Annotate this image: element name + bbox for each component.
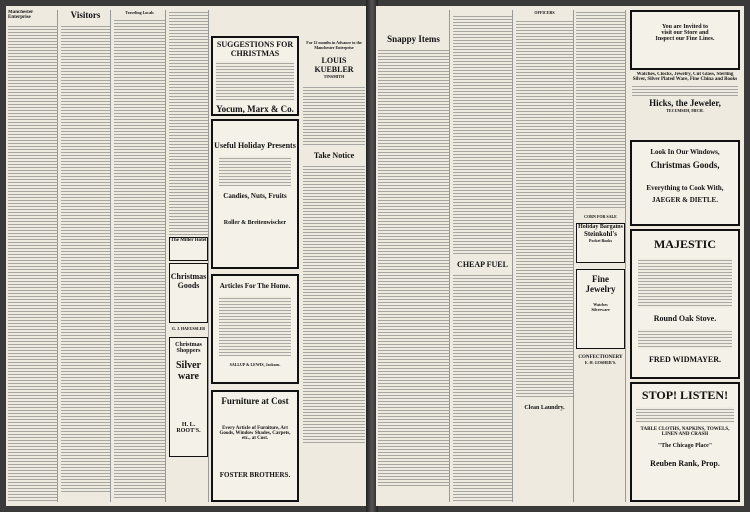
look-in-windows-ad: Look In Our Windows, Christmas Goods, Everything to Cook With, JAEGER & DIETLE.: [630, 140, 740, 226]
miller-hotel-ad: The Miller Hotel: [169, 237, 208, 261]
column-8: [453, 10, 513, 502]
column-9: [516, 10, 574, 502]
holiday-bargains-ad: Holiday Bargains Steinkohl's Pocket Books: [576, 223, 625, 263]
stop-listen-ad: STOP! LISTEN! TABLE CLOTHS, NAPKINS, TOWELS, LINEN AND CRASH "The Chicago Place" Reuben Rank, Prop.: [630, 382, 740, 502]
cheap-fuel-heading: CHEAP FUEL: [457, 260, 508, 269]
left-newspaper-page: [6, 6, 368, 506]
visit-store-ad: You are Invited to visit our Store and Inspect our Fine Lines.: [630, 10, 740, 70]
officers-heading: OFFICERS: [534, 10, 555, 15]
kuebler-top: For 12 months in Advance to the Manchester Enterprise: [306, 40, 362, 50]
take-notice-heading: Take Notice: [313, 151, 355, 160]
fine-jewelry-ad: Fine Jewelry Watches Silverware: [576, 269, 625, 349]
column-1: [8, 10, 58, 502]
articles-home-ad: Articles For The Home. SALLUP & LEWIS, Jackson.: [211, 274, 299, 384]
column-3: [114, 10, 166, 502]
column-7: [378, 10, 450, 502]
visitors-heading: Visitors: [70, 10, 101, 20]
column-4: [169, 10, 209, 502]
right-newspaper-page: [376, 6, 744, 506]
column-2: [61, 10, 111, 502]
hicks-jeweler-ad: Watches, Clocks, Jewelry, Cut Glass, Sterling Silver, Silver Plated Ware, Fine China and Books Hicks, the Jeweler, TECUMSEH, MICH.: [632, 72, 738, 113]
locals-heading: Traveling Locals: [125, 10, 154, 15]
column-6: For 12 months in Advance to the Manchester Enterprise LOUIS KUEBLER TINSMITH Take Notice: [303, 10, 365, 502]
confectionery-heading: CONFECTIONERY: [578, 355, 623, 360]
majestic-range-ad: MAJESTIC Round Oak Stove. FRED WIDMAYER.: [630, 229, 740, 379]
column-10: CORN FOR SALE Holiday Bargains Steinkohl's Pocket Books Fine Jewelry Watches Silverware CONFECTIONERY E. H. GOSHER'S.: [576, 10, 626, 502]
furniture-at-cost-ad: Furniture at Cost Every Article of Furniture, Art Goods, Window Shades, Carpets, etc., at Cost. FOSTER BROTHERS.: [211, 390, 299, 502]
christmas-shoppers-ad: Christmas Shoppers Silver ware H. L. ROOT'S.: [169, 337, 208, 457]
masthead: Manchester Enterprise: [8, 10, 34, 20]
corn-heading: CORN FOR SALE: [584, 214, 617, 219]
christmas-goods-ad: Christmas Goods: [169, 263, 208, 323]
haeussler-name: G. J. HAEUSSLER: [171, 326, 206, 331]
laundry-heading: Clean Laundry.: [524, 405, 565, 411]
christmas-suggestions-ad: SUGGESTIONS FOR CHRISTMAS Yocum, Marx & Co.: [211, 36, 299, 116]
snappy-heading: Snappy Items: [387, 34, 440, 44]
kuebler-name: LOUIS KUEBLER: [314, 56, 354, 74]
useful-presents-ad: Useful Holiday Presents Candies, Nuts, Fruits Roller & Breitenwischer: [211, 119, 299, 269]
